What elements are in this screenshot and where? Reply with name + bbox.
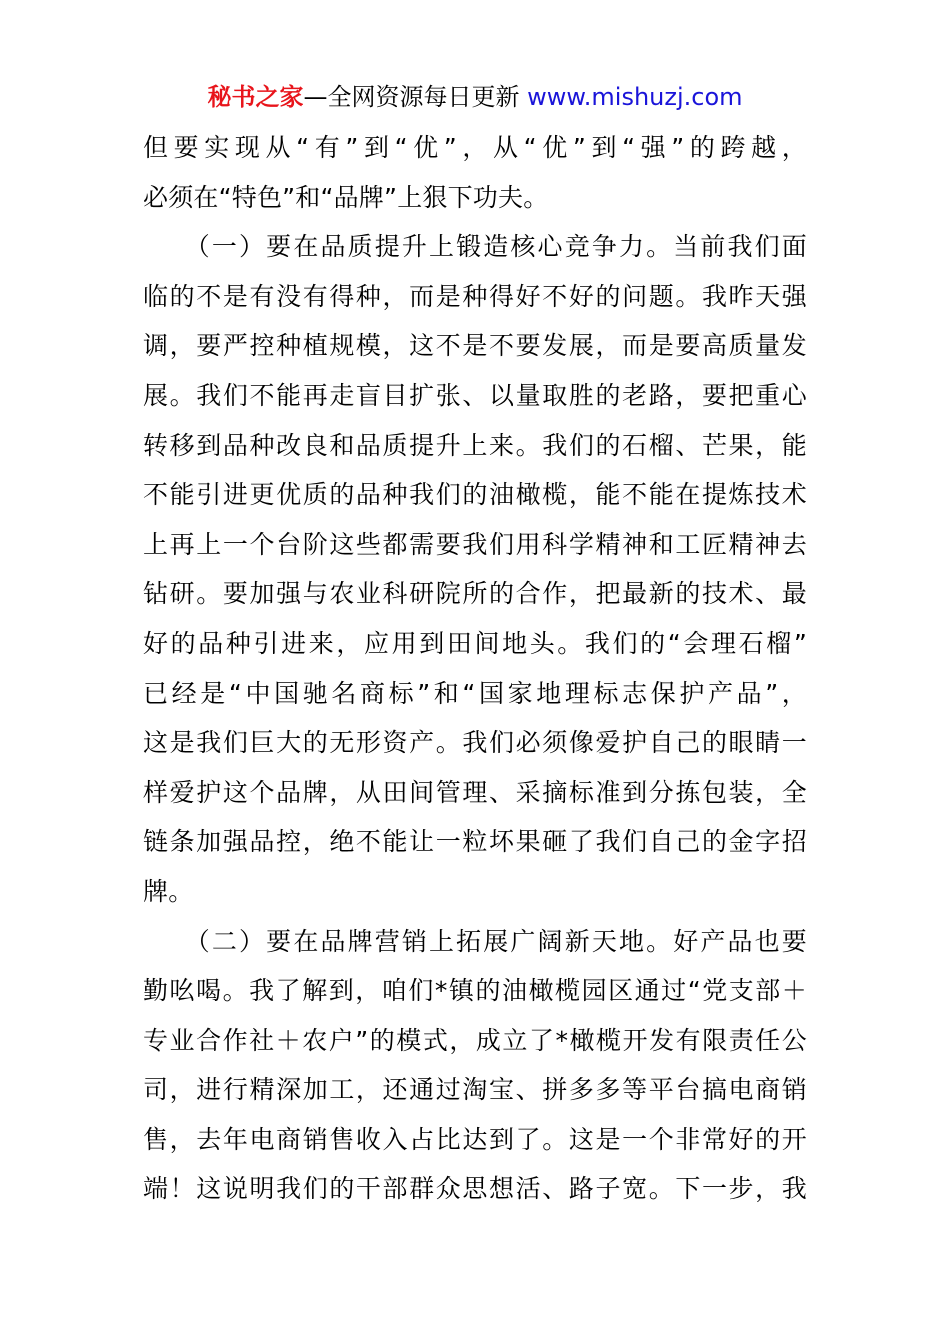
text-line: 已经是“中国驰名商标”和“国家地理标志保护产品”，: [143, 678, 807, 708]
text-line: 转移到品种改良和品质提升上来。我们的石榴、芒果，能: [143, 430, 807, 460]
text-line: 这是我们巨大的无形资产。我们必须像爱护自己的眼睛一: [143, 728, 807, 758]
text-line: 不能引进更优质的品种我们的油橄榄，能不能在提炼技术: [143, 480, 807, 510]
text-line: 临的不是有没有得种，而是种得好不好的问题。我昨天强: [143, 281, 807, 311]
text-line: 勤吆喝。我了解到，咱们*镇的油橄榄园区通过“党支部＋: [143, 976, 807, 1006]
text-line: 司，进行精深加工，还通过淘宝、拼多多等平台搞电商销: [143, 1075, 807, 1105]
paragraph-start-line: （二）要在品牌营销上拓展广阔新天地。好产品也要: [143, 926, 807, 956]
text-line: 钻研。要加强与农业科研院所的合作，把最新的技术、最: [143, 579, 807, 609]
text-line: 端！这说明我们的干部群众思想活、路子宽。下一步，我: [143, 1174, 807, 1204]
text-line: 必须在“特色”和“品牌”上狠下功夫。: [143, 182, 549, 212]
text-line: 上再上一个台阶这些都需要我们用科学精神和工匠精神去: [143, 529, 807, 559]
header-tagline: —全网资源每日更新: [303, 83, 520, 111]
text-line: 专业合作社＋农户”的模式，成立了*橄榄开发有限责任公: [143, 1025, 807, 1055]
text-line: 好的品种引进来，应用到田间地头。我们的“会理石榴”: [143, 628, 807, 658]
text-line: 样爱护这个品牌，从田间管理、采摘标准到分拣包装，全: [143, 777, 807, 807]
text-line: 调，要严控种植规模，这不是不要发展，而是要高质量发: [143, 331, 807, 361]
site-url-link[interactable]: www.mishuzj.com: [527, 83, 743, 111]
brand-name: 秘书之家: [207, 83, 304, 111]
text-line: 展。我们不能再走盲目扩张、以量取胜的老路，要把重心: [143, 380, 807, 410]
document-body: [143, 123, 807, 1214]
paragraph-start-line: （一）要在品质提升上锻造核心竞争力。当前我们面: [143, 232, 807, 262]
text-line: 链条加强品控，绝不能让一粒坏果砸了我们自己的金字招: [143, 827, 807, 857]
text-line: 售，去年电商销售收入占比达到了。这是一个非常好的开: [143, 1124, 807, 1154]
text-line: 牌。: [143, 876, 194, 906]
site-header: [0, 80, 950, 114]
text-line: 但要实现从“有”到“优”，从“优”到“强”的跨越，: [143, 133, 807, 162]
